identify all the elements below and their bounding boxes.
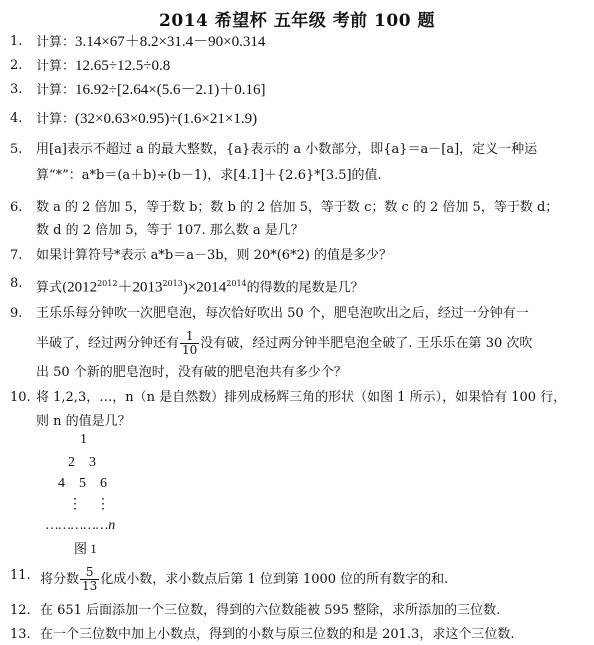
question-label: 计算：	[36, 35, 76, 50]
fraction	[80, 566, 99, 593]
expression: 16.92÷[2.64×(5.6－2.1)＋0.16]	[75, 82, 266, 98]
question-number: 4.	[10, 111, 23, 126]
plus-sign: ＋	[117, 279, 133, 296]
triangle-row-5: ……………n	[46, 518, 116, 533]
power-exponent: 2012	[97, 279, 118, 288]
question-number: 12.	[10, 603, 31, 618]
question-text: 在 651 后面添加一个三位数，得到的六位数能被 595 整除，求所添加的三位数.	[40, 603, 501, 618]
question-number: 2.	[10, 58, 23, 73]
question-text-line: 算“*”：a*b＝(a＋b)÷(b－1)，求[4.1]＋{2.6}*[3.5]的值.	[36, 168, 382, 183]
question-text-segment: 化成小数，求小数点后第 1 位到第 1000 位的所有数字的和.	[100, 572, 449, 587]
expression-suffix: 的得数的尾数是几？	[246, 280, 364, 296]
question-text: 如果计算符号*表示 a*b＝a－3b，则 20*(6*2) 的值是多少？	[36, 248, 393, 263]
expression-prefix: 算式(	[36, 280, 68, 296]
expression: (32×0.63×0.95)÷(1.6×21×1.9)	[75, 111, 258, 127]
power-exponent: 2014	[226, 279, 247, 288]
fraction-denominator: 13	[82, 579, 98, 593]
power-base: 2013	[132, 279, 163, 296]
question-number: 8.	[10, 276, 23, 291]
question-number: 13.	[10, 627, 31, 642]
question-number: 5.	[10, 142, 23, 157]
question-text-line: 数 a 的 2 倍加 5，等于数 b；数 b 的 2 倍加 5，等于数 c；数 c 的 2 倍加 5，等于数 d；	[36, 200, 559, 215]
question-text-segment: 没有破，经过两分钟半肥皂泡全破了. 王乐乐在第 30 次吹	[200, 336, 533, 351]
triangle-row-4: ⋮ ⋮	[68, 497, 110, 512]
triangle-row-3: 4 5 6	[58, 476, 107, 491]
fraction-denominator: 10	[182, 343, 198, 357]
question-text-line: 用[a]表示不超过 a 的最大整数，{a}表示的 a 小数部分，即{a}＝a－[a]，定义一种运	[36, 142, 538, 157]
question-number: 11.	[10, 568, 31, 583]
question-label: 计算：	[36, 83, 76, 98]
question-text-line: 出 50 个新的肥皂泡时，没有破的肥皂泡共有多少个？	[36, 365, 347, 380]
question-text-segment: 将分数	[40, 572, 80, 587]
question-text-line: 数 d 的 2 倍加 5，等于 107. 那么数 a 是几？	[36, 223, 304, 238]
power-base: 2014	[196, 279, 227, 296]
expression-middle: )×	[182, 279, 197, 296]
question-text-line: 将 1,2,3，…，n（n 是自然数）排列成杨辉三角的形状（如图 1 所示），如果恰有 100 行，	[36, 390, 567, 405]
question-text-line: 王乐乐每分钟吹一次肥皂泡，每次恰好吹出 50 个，肥皂泡吹出之后，经过一分钟有一	[36, 306, 529, 321]
question-text-segment: 半破了，经过两分钟还有	[36, 336, 180, 351]
expression: 3.14×67＋8.2×31.4－90×0.314	[75, 34, 266, 50]
triangle-row-2: 2 3	[68, 455, 96, 470]
fraction-numerator: 5	[80, 566, 99, 580]
power-base: 2012	[67, 279, 98, 296]
expression: 12.65÷12.5÷0.8	[75, 58, 171, 74]
question-label: 计算：	[36, 59, 76, 74]
power-exponent: 2013	[162, 279, 183, 288]
triangle-row-1: 1	[80, 432, 87, 447]
question-label: 计算：	[36, 112, 76, 127]
question-number: 6.	[10, 200, 23, 215]
question-number: 1.	[10, 34, 23, 49]
question-number: 3.	[10, 82, 23, 97]
question-text-line: 则 n 的值是几？	[36, 414, 131, 429]
page-title: 2014 希望杯 五年级 考前 100 题	[159, 11, 435, 31]
question-text: 在一个三位数中加上小数点，得到的小数与原三位数的和是 201.3，求这个三位数.	[40, 627, 515, 642]
question-number: 7.	[10, 248, 23, 263]
fraction-numerator: 1	[180, 330, 199, 344]
figure-caption: 图 1	[74, 541, 97, 556]
question-number: 10.	[10, 390, 31, 405]
fraction	[180, 330, 199, 357]
question-number: 9.	[10, 306, 23, 321]
